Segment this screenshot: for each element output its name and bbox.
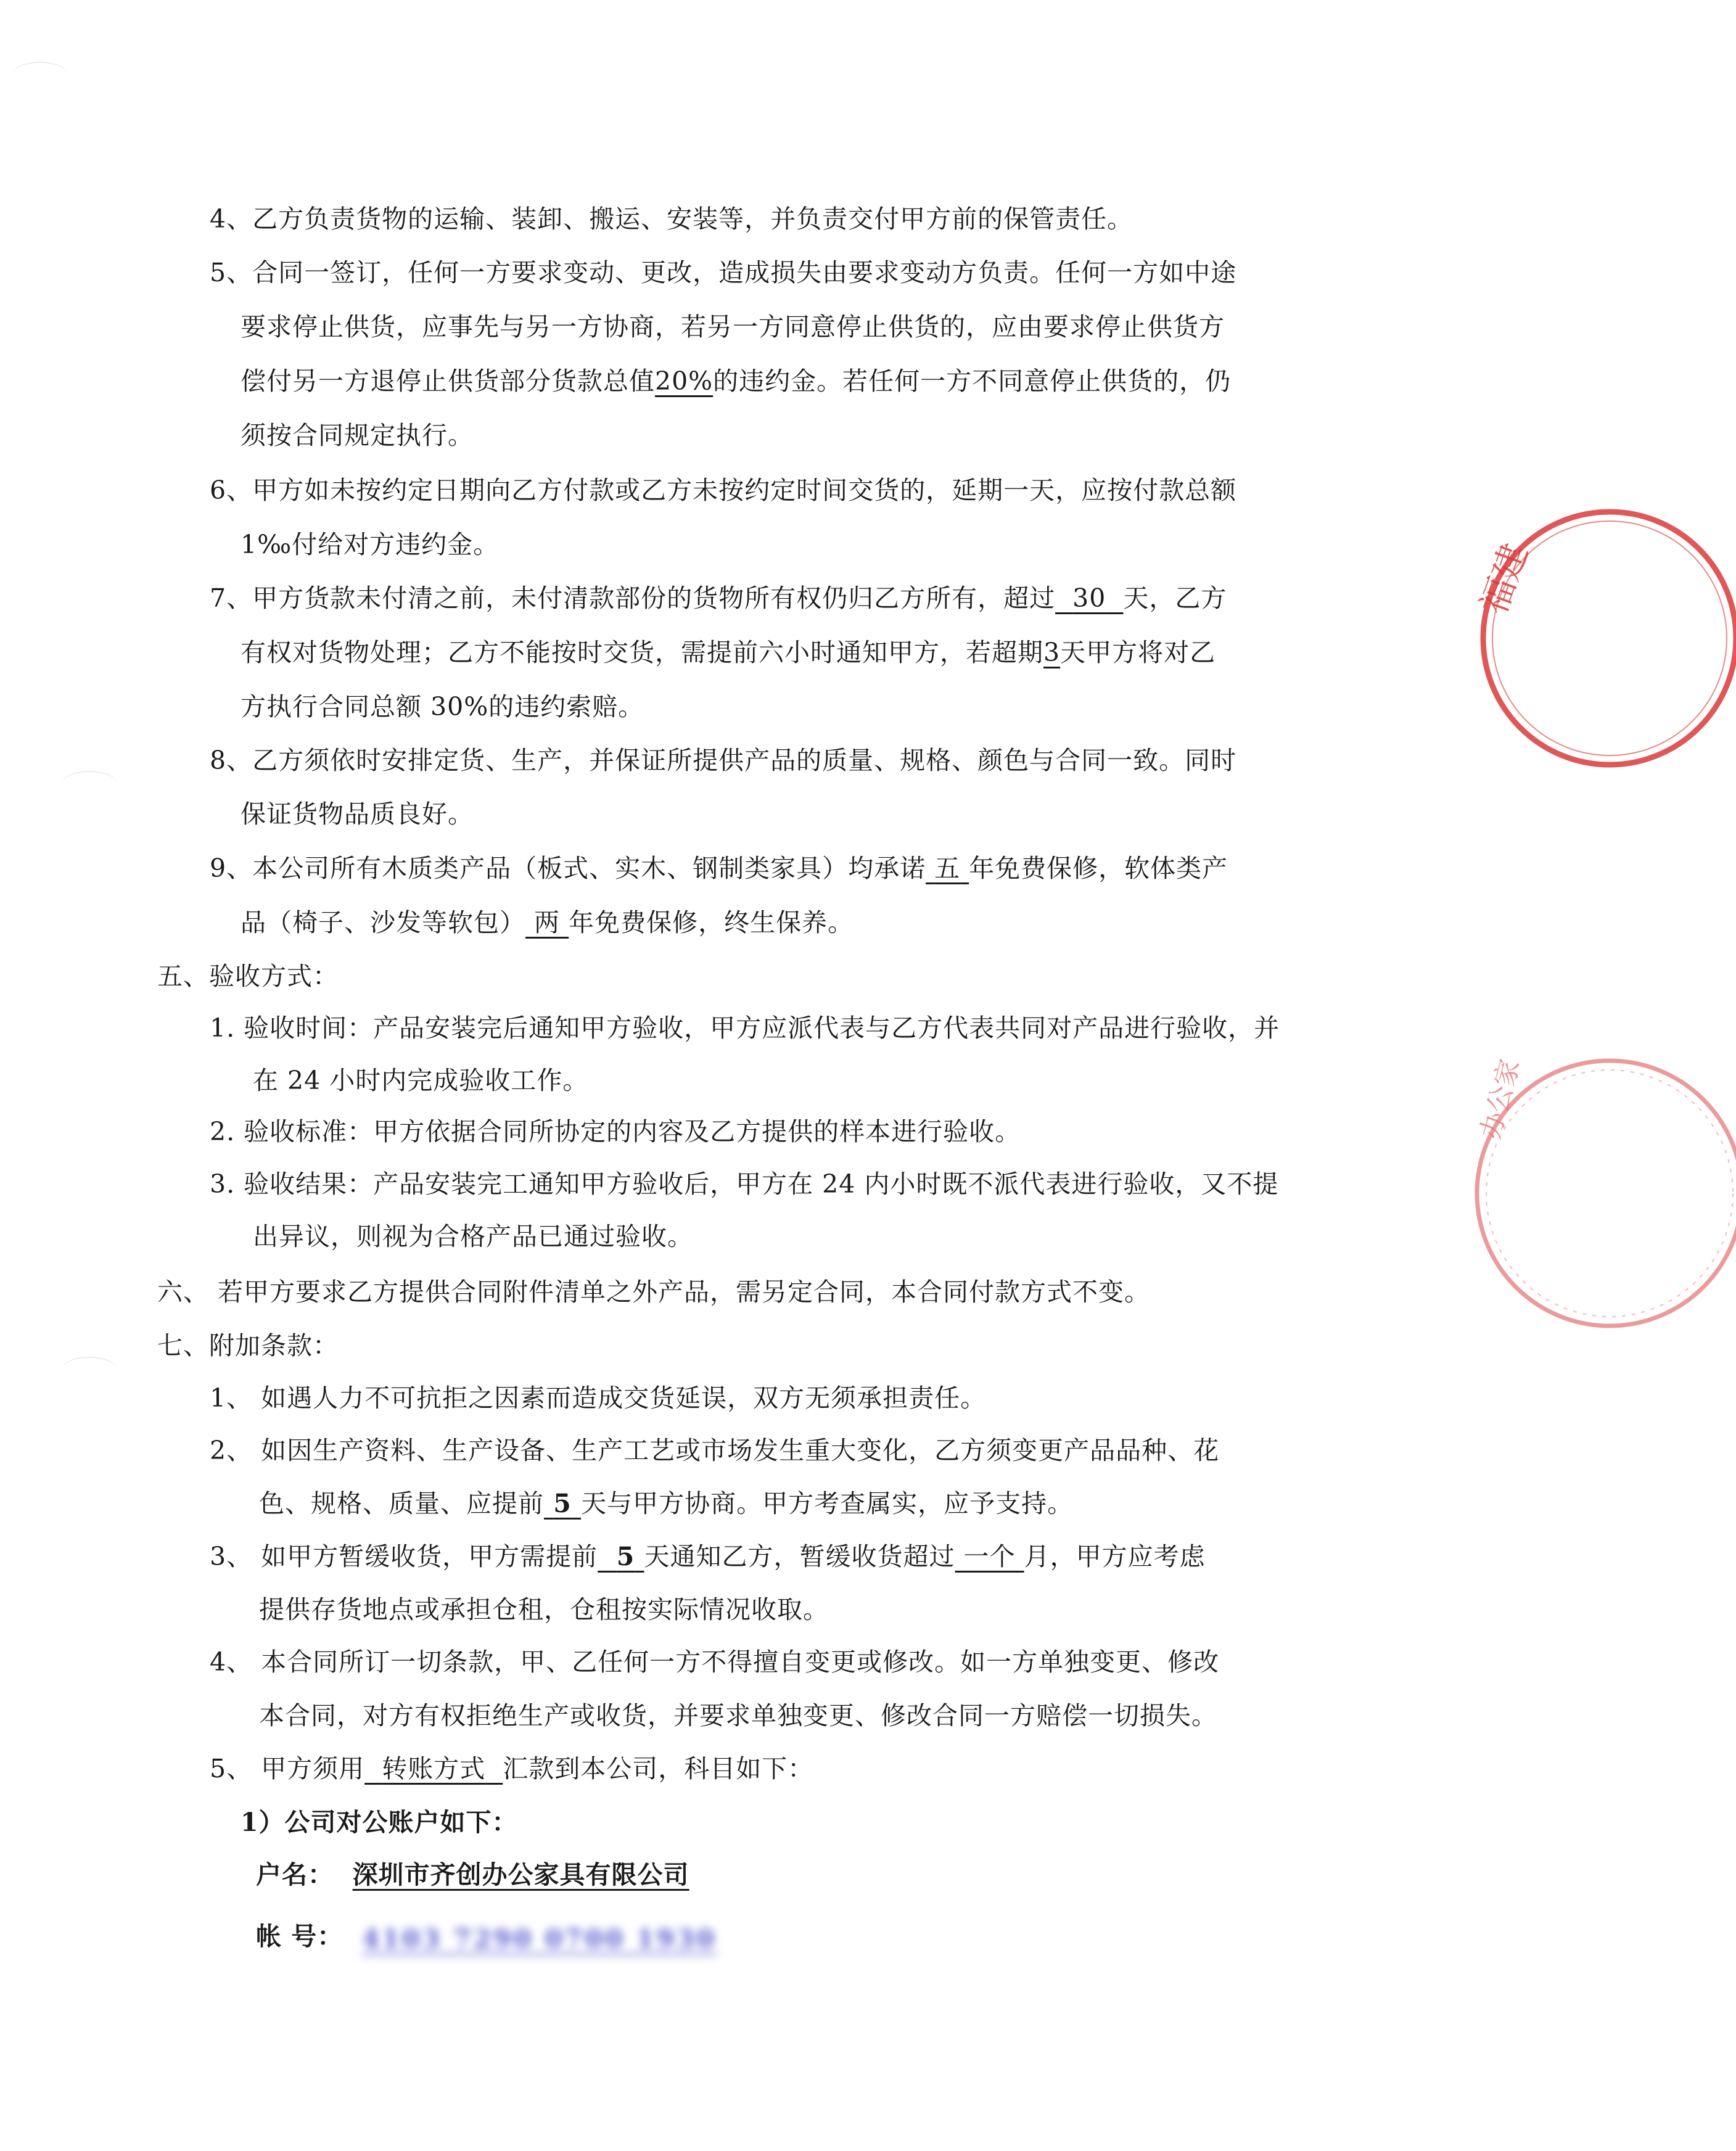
- additional-3-text-b: 天通知乙方，暂缓收货超过: [644, 1542, 955, 1571]
- seal-bottom: [1465, 1048, 1526, 1338]
- negotiation-days-value: 5: [553, 1489, 572, 1518]
- clause-5-text-b: 的违约金。若任何一方不同意停止供货的，仍: [713, 366, 1232, 396]
- penalty-percent: 20%: [655, 366, 714, 396]
- seal-top: [1468, 506, 1536, 771]
- clause-9-text-a: 9、本公司所有木质类产品（板式、实木、钢制类家具）均承诺: [210, 853, 926, 883]
- clause-5-line-3: [241, 363, 1231, 400]
- clause-4: 4、乙方负责货物的运输、装卸、搬运、安装等，并负责交付甲方前的保管责任。: [210, 204, 1133, 234]
- account-name-row: [256, 1856, 689, 1893]
- section-6: 六、 若甲方要求乙方提供合同附件清单之外产品，需另定合同，本合同付款方式不变。: [157, 1277, 1151, 1307]
- additional-2-line-1: 2、 如因生产资料、生产设备、生产工艺或市场发生重大变化，乙方须变更产品品种、花: [210, 1436, 1220, 1465]
- late-delivery-days: 3: [1043, 638, 1061, 667]
- clause-5-text-a: 偿付另一方退停止供货部分货款总值: [241, 366, 655, 396]
- deferral-period-value: 一个: [963, 1542, 1016, 1571]
- svg-text:福建: 福建: [1472, 538, 1536, 620]
- clause-9-text-b: 年免费保修，软体类产: [969, 853, 1228, 883]
- svg-text:办公家: 办公家: [1475, 1056, 1526, 1143]
- seal-bottom-icon: [1465, 1048, 1736, 1338]
- acceptance-result-line-1: 3. 验收结果：产品安装完工通知甲方验收后，甲方在 24 内小时既不派代表进行验收，又不提: [210, 1169, 1279, 1199]
- additional-5: [210, 1750, 813, 1787]
- additional-2-text-a: 色、规格、质量、应提前: [259, 1489, 544, 1518]
- additional-2-text-b: 天与甲方协商。甲方考查属实，应予支持。: [581, 1489, 1074, 1518]
- margin-mark-mid: [62, 771, 117, 797]
- clause-8-line-1: 8、乙方须依时安排定货、生产，并保证所提供产品的质量、规格、颜色与合同一致。同时: [210, 746, 1237, 775]
- clause-9-text-d: 年免费保修，终生保养。: [569, 908, 854, 937]
- additional-3-text-a: 3、 如甲方暂缓收货，甲方需提前: [210, 1542, 598, 1571]
- clause-6-line-2: 1‰付给对方违约金。: [241, 530, 500, 559]
- overdue-days-value: 30: [1072, 583, 1106, 613]
- clause-7-line-1: [210, 580, 1227, 617]
- negotiation-days: [544, 1489, 581, 1518]
- notice-days-value: 5: [616, 1542, 635, 1571]
- margin-mark-top: [12, 62, 68, 88]
- account-heading: 1）公司对公账户如下：: [241, 1808, 518, 1837]
- clause-9-line-1: [210, 850, 1228, 887]
- section-5-heading: 五、验收方式：: [157, 961, 339, 991]
- section-7-heading: 七、附加条款：: [157, 1331, 339, 1360]
- account-name-value: 深圳市齐创办公家具有限公司: [352, 1860, 689, 1890]
- acceptance-standard: 2. 验收标准：甲方依据合同所协定的内容及乙方提供的样本进行验收。: [210, 1117, 1021, 1146]
- account-number-row: [256, 1918, 717, 1957]
- additional-5-text-b: 汇款到本公司，科目如下：: [503, 1754, 814, 1783]
- payment-method-value: 转账方式: [382, 1754, 486, 1783]
- soft-warranty-value: 两: [534, 908, 561, 937]
- acceptance-time-line-2: 在 24 小时内完成验收工作。: [253, 1066, 589, 1095]
- account-number-redacted: 4103 7290 0700 1930: [361, 1923, 717, 1954]
- acceptance-result-line-2: 出异议，则视为合格产品已通过验收。: [253, 1222, 693, 1251]
- margin-mark-low: [62, 1357, 117, 1383]
- clause-5-line-2: 要求停止供货，应事先与另一方协商，若另一方同意停止供货的，应由要求停止供货方: [241, 312, 1225, 342]
- account-number-label: 帐 号：: [256, 1922, 343, 1951]
- additional-1: 1、 如遇人力不可抗拒之因素而造成交货延误，双方无须承担责任。: [210, 1383, 987, 1413]
- additional-3-line-1: [210, 1538, 1206, 1575]
- deferral-period: [955, 1542, 1024, 1571]
- soft-warranty-years: [525, 908, 569, 937]
- clause-5-line-1: 5、合同一签订，任何一方要求变动、更改，造成损失由要求变动方负责。任何一方如中途: [210, 258, 1237, 287]
- wood-warranty-value: 五: [934, 853, 961, 883]
- wood-warranty-years: [926, 853, 969, 883]
- clause-9-text-c: 品（椅子、沙发等软包）: [241, 908, 525, 937]
- clause-7-text-d: 天甲方将对乙: [1060, 638, 1216, 667]
- clause-5-line-4: 须按合同规定执行。: [241, 421, 474, 450]
- clause-7-line-3: 方执行合同总额 30%的违约索赔。: [241, 692, 644, 722]
- clause-9-line-2: [241, 904, 854, 941]
- seal-top-icon: [1468, 506, 1727, 771]
- payment-method: [364, 1754, 503, 1783]
- account-name-label: 户名：: [256, 1860, 334, 1890]
- clause-7-text-a: 7、甲方货款未付清之前，未付清款部份的货物所有权仍归乙方所有，超过: [210, 583, 1056, 613]
- clause-6-line-1: 6、甲方如未按约定日期向乙方付款或乙方未按约定时间交货的，延期一天，应按付款总额: [210, 475, 1237, 505]
- additional-5-text-a: 5、 甲方须用: [210, 1754, 365, 1783]
- clause-7-line-2: [241, 634, 1216, 671]
- additional-4-line-1: 4、 本合同所订一切条款，甲、乙任何一方不得擅自变更或修改。如一方单独变更、修改: [210, 1647, 1220, 1677]
- clause-8-line-2: 保证货物品质良好。: [241, 799, 474, 829]
- additional-4-line-2: 本合同，对方有权拒绝生产或收货，并要求单独变更、修改合同一方赔偿一切损失。: [259, 1701, 1217, 1730]
- additional-3-line-2: 提供存货地点或承担仓租，仓租按实际情况收取。: [259, 1595, 829, 1624]
- clause-7-text-b: 天，乙方: [1123, 583, 1227, 613]
- additional-2-line-2: [259, 1485, 1073, 1522]
- notice-days: [598, 1542, 644, 1571]
- acceptance-time-line-1: 1. 验收时间：产品安装完后通知甲方验收，甲方应派代表与乙方代表共同对产品进行验收，并: [210, 1013, 1280, 1043]
- overdue-days: [1055, 583, 1123, 613]
- additional-3-text-c: 月，甲方应考虑: [1024, 1542, 1206, 1571]
- clause-7-text-c: 有权对货物处理；乙方不能按时交货，需提前六小时通知甲方，若超期: [241, 638, 1043, 667]
